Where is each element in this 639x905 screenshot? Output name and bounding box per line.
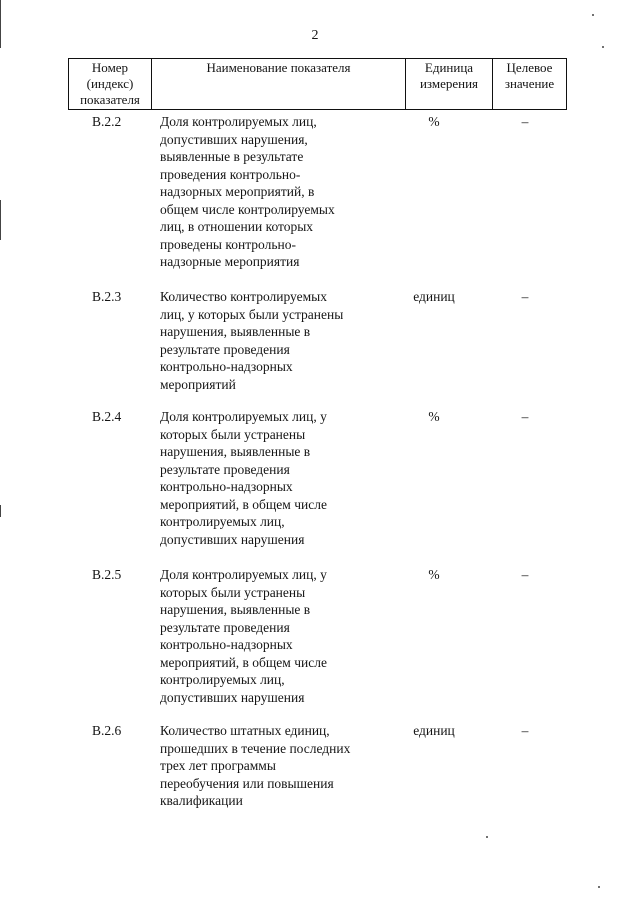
indicator-name-line: лиц, у которых были устранены (160, 306, 344, 322)
indicator-target-value: – (521, 409, 529, 424)
indicator-name-line: допустивших нарушения, (160, 131, 308, 147)
indicator-unit: % (428, 409, 440, 424)
indicator-name-line: проведены контрольно- (160, 236, 296, 252)
indicator-name (160, 566, 395, 706)
indicator-unit: % (428, 567, 440, 582)
indicator-name-line: результате проведения (160, 341, 290, 357)
indicator-name-line: нарушения, выявленные в (160, 324, 311, 339)
indicator-name-line: результате проведения (160, 619, 290, 635)
indicator-unit: % (428, 114, 440, 129)
header-name-line: Наименование показателя (206, 60, 351, 75)
indicator-name-line: надзорных мероприятий, в (160, 184, 315, 199)
indicator-name-line: контрольно-надзорных (160, 637, 293, 652)
header-target-line: значение (504, 76, 555, 91)
indicator-name-line: результате проведения (160, 461, 290, 477)
indicator-name-line: проведения контрольно- (160, 166, 301, 182)
indicator-name-line: контрольно-надзорных (160, 479, 293, 494)
indicator-name-line: которых были устранены (160, 584, 306, 600)
indicator-name-line: лиц, в отношении которых (160, 219, 314, 234)
scan-dust-speck (486, 836, 488, 838)
indicator-target-value: – (521, 723, 529, 738)
indicator-name-line: Доля контролируемых лиц, у (160, 409, 327, 424)
indicator-name-line: надзорные мероприятия (160, 254, 300, 269)
indicator-target-value: – (521, 114, 529, 129)
indicator-name-line: Доля контролируемых лиц, (160, 114, 317, 129)
header-row (69, 59, 567, 110)
indicator-code: В.2.4 (92, 409, 122, 424)
scan-dust-speck (602, 46, 604, 48)
header-code-line: показателя (80, 92, 140, 107)
header-unit-line: Единица (424, 60, 474, 75)
indicator-name-line: нарушения, выявленные в (160, 602, 311, 617)
indicator-code: В.2.3 (92, 289, 122, 304)
header-code-line: (индекс) (86, 76, 134, 91)
indicator-name-line: контролируемых лиц, (160, 672, 285, 687)
indicator-code: В.2.5 (92, 567, 122, 582)
indicator-name (160, 288, 395, 393)
header-name-cell (152, 59, 406, 110)
header-code-line: Номер (91, 60, 129, 75)
indicator-name-line: допустивших нарушения (160, 531, 305, 547)
header-unit-line: измерения (419, 76, 479, 91)
indicator-name (160, 408, 395, 548)
scan-edge-mark (0, 505, 1, 517)
indicator-name-line: выявленные в результате (160, 149, 304, 164)
indicator-name-line: которых были устранены (160, 426, 306, 442)
header-target-cell (493, 59, 567, 110)
indicator-code: В.2.6 (92, 723, 122, 738)
indicator-name-line: общем числе контролируемых (160, 201, 335, 217)
indicator-target-value: – (521, 289, 529, 304)
indicator-target-value: – (521, 567, 529, 582)
header-unit-cell (406, 59, 493, 110)
scan-edge-mark (0, 0, 1, 48)
scan-dust-speck (592, 14, 594, 16)
scan-edge-mark (0, 200, 1, 240)
indicator-table-header (68, 58, 567, 110)
indicator-unit: единиц (413, 289, 455, 304)
header-code-cell (69, 59, 152, 110)
indicator-name-line: мероприятий, в общем числе (160, 496, 327, 512)
indicator-name-line: мероприятий, в общем числе (160, 654, 327, 670)
indicator-name-line: допустивших нарушения (160, 689, 305, 705)
indicator-name-line: переобучения или повышения (160, 775, 334, 791)
indicator-name-line: нарушения, выявленные в (160, 444, 311, 459)
indicator-name-line: квалификации (160, 793, 243, 808)
indicator-name-line: Количество контролируемых (160, 289, 327, 304)
indicator-name-line: контролируемых лиц, (160, 514, 285, 529)
scan-dust-speck (598, 886, 600, 888)
indicator-name-line: Доля контролируемых лиц, у (160, 567, 327, 582)
indicator-name (160, 113, 395, 271)
indicator-name (160, 722, 395, 810)
header-target-line: Целевое (506, 60, 553, 75)
indicator-name-line: контрольно-надзорных (160, 359, 293, 374)
indicator-name-line: мероприятий (160, 376, 236, 392)
indicator-code: В.2.2 (92, 114, 122, 129)
indicator-unit: единиц (413, 723, 455, 738)
indicator-name-line: Количество штатных единиц, (160, 723, 330, 738)
indicator-name-line: прошедших в течение последних (160, 740, 351, 756)
page-number: 2 (311, 28, 319, 43)
indicator-name-line: трех лет программы (160, 758, 276, 773)
